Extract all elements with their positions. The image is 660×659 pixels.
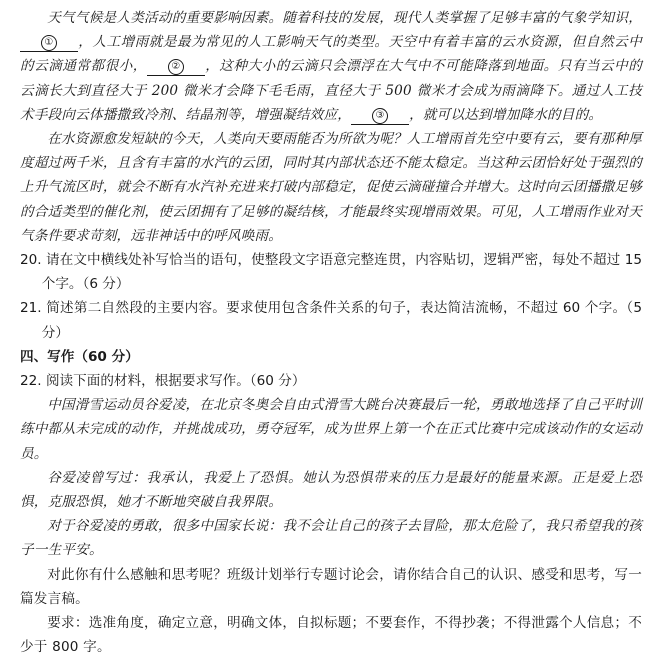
blank-number: ①	[41, 35, 57, 51]
passage-text: 天气气候是人类活动的重要影响因素。随着科技的发展，现代人类掌握了足够丰富的气象学知识，	[47, 10, 642, 26]
material-paragraph-2: 谷爱凌曾写过：我承认，我爱上了恐惧。她认为恐惧带来的压力是最好的能量来源。正是爱上恐惧，克服恐惧，她才不断地突破自我界限。	[20, 469, 642, 511]
passage-paragraph-2: 在水资源愈发短缺的今天，人类向天要雨能否为所欲为呢？人工增雨首先空中要有云，要有那种厚度超过两千米，且含有丰富的水汽的云团，同时其内部状态还不能太稳定。当这种云团恰好处于强烈的上升气流区时，就会不断有水汽补充进来打破内部稳定，促使云滴碰撞合并增大。这时向云团播撒足够的合适类型的催化剂，使云团拥有了足够的凝结核，才能最终实现增雨效果。可见，人工增雨作业对天气条件要求苛刻，远非神话中的呼风唤雨。	[20, 131, 642, 244]
blank-number: ②	[168, 59, 184, 75]
answer-blank-3[interactable]	[351, 107, 409, 125]
answer-blank-2[interactable]	[147, 58, 205, 76]
writing-task: 对此你有什么感触和思考呢？班级计划举行专题讨论会，请你结合自己的认识、感受和思考，写一篇发言稿。	[20, 566, 642, 607]
question-20: 20. 请在文中横线处补写恰当的语句，使整段文字语意完整连贯，内容贴切，逻辑严密，每处不超过 15 个字。（6 分）	[20, 252, 642, 293]
blank-number: ③	[372, 108, 388, 124]
passage-text: ，这种大小的云滴只会漂浮在大气中不可能降落到地面。只有当云中的云滴长大到直径大于 200 微米才会降下毛毛雨，直径大于 500 微米才会成为雨滴降下。通过人工技术手段向云体播撒致冷剂、结晶剂等，增强凝结效应，	[20, 58, 642, 123]
answer-blank-1[interactable]	[20, 34, 78, 52]
writing-requirements: 要求：选准角度，确定立意，明确文体，自拟标题；不要套作，不得抄袭；不得泄露个人信息；不少于 800 字。	[20, 615, 642, 656]
material-paragraph-1: 中国滑雪运动员谷爱凌，在北京冬奥会自由式滑雪大跳台决赛最后一轮，勇敢地选择了自己平时训练中都从未完成的动作，并挑战成功，勇夺冠军，成为世界上第一个在正式比赛中完成该动作的女运动员。	[20, 397, 642, 462]
section-title-writing: 四、写作（60 分）	[20, 348, 139, 365]
question-22: 22. 阅读下面的材料，根据要求写作。（60 分）	[20, 373, 306, 390]
passage-text: ，就可以达到增加降水的目的。	[409, 106, 603, 123]
material-paragraph-3: 对于谷爱凌的勇敢，很多中国家长说：我不会让自己的孩子去冒险，那太危险了，我只希望我的孩子一生平安。	[20, 518, 642, 559]
question-21: 21. 简述第二自然段的主要内容。要求使用包含条件关系的句子，表达简洁流畅，不超过 60 个字。（5 分）	[20, 300, 642, 341]
passage-text: ，人工增雨就是最为常见的人工影响天气的类型。天空中有着丰富的云水资源，但自然云中的云滴通常都很小，	[20, 34, 642, 75]
passage-paragraph-1	[20, 6, 642, 127]
